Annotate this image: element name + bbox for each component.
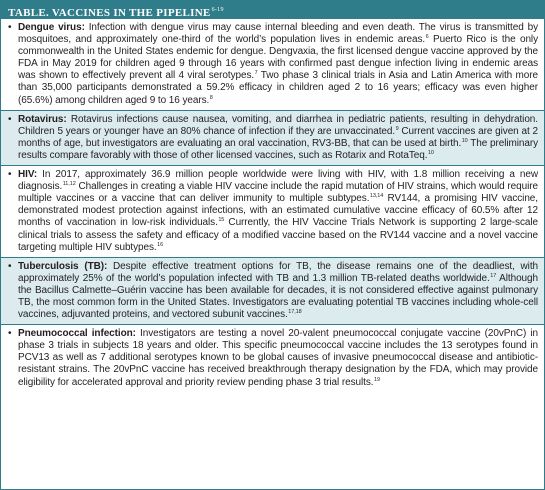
vaccine-section <box>1 165 544 257</box>
table-body <box>1 19 544 392</box>
section-term: Tuberculosis (TB): <box>18 260 108 272</box>
bullet-icon: • <box>8 22 12 33</box>
reference-superscript: 8 <box>209 94 213 101</box>
reference-superscript: 15 <box>218 217 225 224</box>
reference-superscript: 10 <box>427 149 434 156</box>
reference-superscript: 7 <box>254 70 258 77</box>
section-term: Dengue virus: <box>18 22 85 33</box>
reference-superscript: 17 <box>490 272 497 279</box>
vaccine-section <box>1 19 544 110</box>
bullet-icon: • <box>8 113 12 125</box>
section-text: Challenges in creating a viable HIV vaccine include the rapid mutation of HIV strains, which would require multiple vaccines or a vaccine that can deliver immunity to multiple subtypes. <box>18 181 538 205</box>
section-text: Despite effective treatment options for TB, the disease remains one of the deadliest, with approximately 25% of the world’s population infected with TB and 1.3 million TB-related deaths worldwide. <box>18 260 539 284</box>
section-text: Current vaccines are given at 2 months of age, but investigators are evaluating an oral vaccination, RV3-BB, that can be used at birth. <box>18 125 539 149</box>
vaccine-section <box>1 257 544 324</box>
section-text: In 2017, approximately 36.9 million people worldwide were living with HIV, with 1.8 million receiving a new diagnosis. <box>18 169 538 193</box>
section-text: Puerto Rico is the only commonwealth in the United States endemic for dengue. Dengvaxia, the first licensed dengue vaccine approved by the FDA in May 2019 for children aged 9 through 16 years with confirmed past dengue infection living in endemic areas was shown to effectively prevent all 4 viral serotypes. <box>18 34 538 82</box>
vaccine-section <box>1 324 544 391</box>
bullet-icon: • <box>8 169 12 181</box>
bullet-icon: • <box>8 328 12 340</box>
section-text: Two phase 3 clinical trials in Asia and Latin America with more than 35,000 participants demonstrated a 59.2% efficacy in children aged 2 to 16 years; efficacy was even higher (65.6%) among children aged 9 to 16 years. <box>18 70 539 106</box>
section-text: RV144, a promising HIV vaccine, demonstrated modest protection against infections, with an estimated cumulative vaccine efficacy of 60.5% after 12 months of vaccination in low-risk individuals. <box>18 193 538 229</box>
section-term: Rotavirus: <box>18 113 67 125</box>
reference-superscript: 17,18 <box>288 309 302 316</box>
reference-superscript: 16 <box>157 241 164 248</box>
reference-superscript: 10 <box>461 137 468 144</box>
section-text: Although the Bacillus Calmette–Guérin vaccine has been available for decades, it is not considered effective against pulmonary TB, the most common form in the United States. Investigators are evaluating potential TB vaccines including whole-cell vaccines, adjuvanted proteins, and vectored subunit vaccines. <box>18 272 538 321</box>
section-text: The preliminary results compare favorably with those of other licensed vaccines, such as Rotarix and RotaTeq. <box>18 137 538 161</box>
section-text: Infection with dengue virus may cause internal bleeding and even death. The virus is transmitted by mosquitoes, and approximately one-third of the world’s population lives in endemic areas. <box>18 22 539 46</box>
vaccine-section <box>1 110 544 165</box>
bullet-icon: • <box>8 260 12 272</box>
reference-superscript: 11,12 <box>62 181 76 188</box>
section-term: HIV: <box>18 169 38 181</box>
reference-superscript: 19 <box>373 376 380 383</box>
section-term: Pneumococcal infection: <box>18 328 136 340</box>
table-header <box>1 1 544 19</box>
reference-superscript: 9 <box>395 125 399 132</box>
section-text: Investigators are testing a novel 20-valent pneumococcal conjugate vaccine (20vPnC) in phase 3 trials in subjects 18 years and older. This specific pneumococcal vaccine includes the 13 serotypes found in PCV13 as well as 7 additional serotypes known to be global causes of invasive pneumococcal disease and antibiotic-resistant strains. The 20vPnC vaccine has received breakthrough therapy designation by the FDA, which may provide eligibility for accelerated approval and priority review pending phase 3 trial results. <box>18 328 538 388</box>
reference-superscript: 13,14 <box>369 193 384 200</box>
reference-superscript: 6 <box>425 34 429 41</box>
section-text: Currently, the HIV Vaccine Trials Network is supporting 2 large-scale clinical trials to assess the safety and efficacy of a modified vaccine based on the RV144 vaccine and a novel vaccine targeting multiple HIV subtypes. <box>18 217 538 253</box>
table-title-refs: 6-19 <box>211 7 224 13</box>
section-text: Rotavirus infections cause nausea, vomiting, and diarrhea in pediatric patients, resulting in dehydration. Children 5 years or younger have an 80% chance of infection if they are unvaccinated. <box>18 113 538 137</box>
table-title: TABLE. VACCINES IN THE PIPELINE <box>8 7 211 19</box>
